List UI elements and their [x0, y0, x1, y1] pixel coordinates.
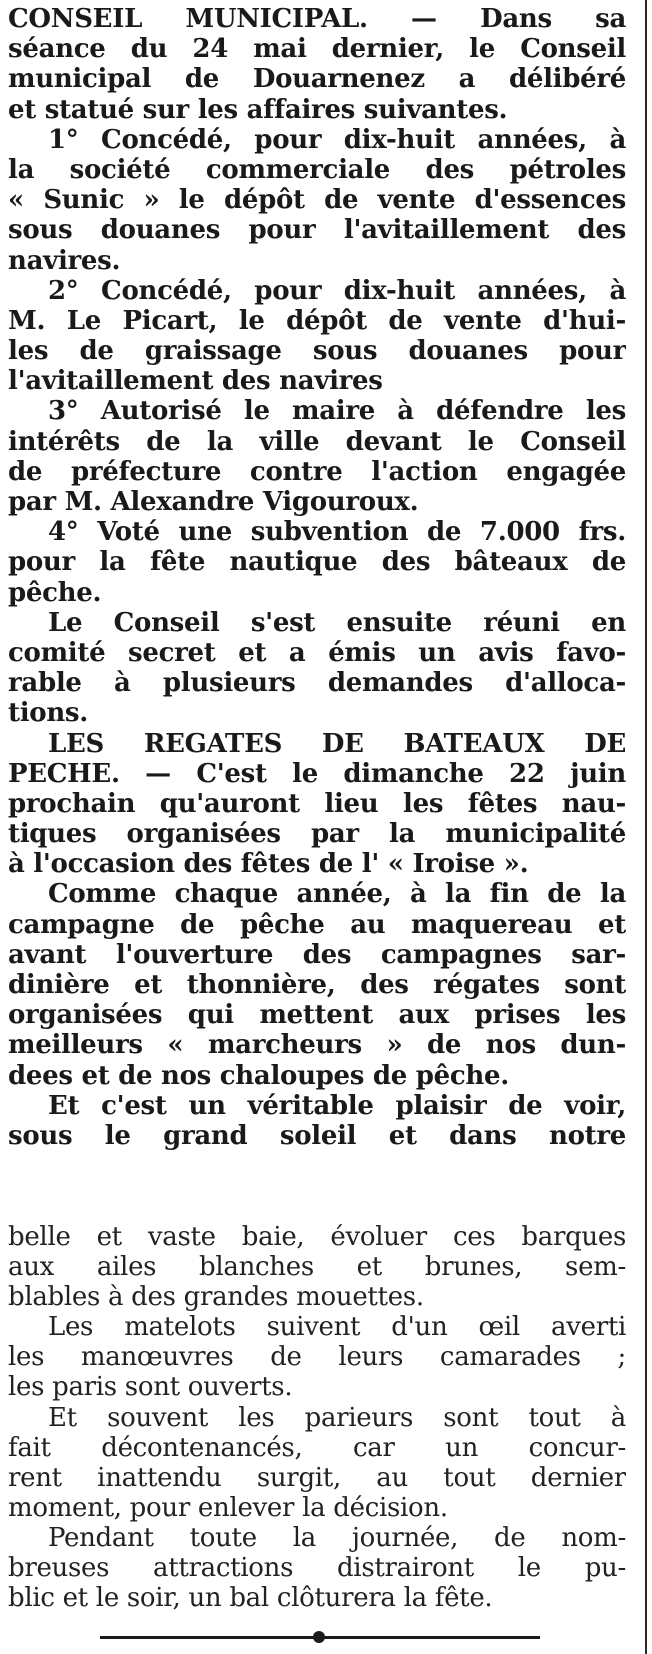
text-line: organisées qui mettent aux prises les: [8, 1000, 626, 1031]
text-line: municipal de Douarnenez a délibéré: [8, 64, 626, 95]
article-bottom-block: [8, 1222, 626, 1613]
text-line: avant l'ouverture des campagnes sar-: [8, 939, 626, 970]
text-line: et statué sur les affaires suivantes.: [8, 94, 508, 125]
text-line: les de graissage sous douanes pour: [8, 336, 626, 367]
text-line: rent inattendu surgit, au tout dernier: [8, 1462, 626, 1493]
text-line: les paris sont ouverts.: [8, 1372, 293, 1403]
text-line: 1° Concédé, pour dix-huit années, à: [48, 124, 626, 155]
text-line: séance du 24 mai dernier, le Conseil: [8, 34, 626, 65]
text-line: blables à des grandes mouettes.: [8, 1282, 424, 1313]
text-line: intérêts de la ville devant le Conseil: [8, 426, 626, 457]
text-line: l'avitaillement des navires: [8, 366, 383, 397]
text-line: 4° Voté une subvention de 7.000 frs.: [48, 517, 626, 548]
text-line: dees et de nos chaloupes de pêche.: [8, 1060, 510, 1091]
text-line: CONSEIL MUNICIPAL. — Dans sa: [8, 4, 626, 34]
text-line: PECHE. — C'est le dimanche 22 juin: [8, 758, 626, 789]
text-line: Pendant toute la journée, de nom-: [48, 1522, 626, 1553]
text-line: Les matelots suivent d'un œil averti: [48, 1312, 626, 1343]
text-line: prochain qu'auront lieu les fêtes nau-: [8, 788, 626, 819]
column-rule: [645, 0, 647, 1654]
text-line: 3° Autorisé le maire à défendre les: [48, 396, 626, 427]
text-line: tiques organisées par la municipalité: [8, 819, 626, 850]
text-line: « Sunic » le dépôt de vente d'essences: [8, 185, 626, 216]
text-line: blic et le soir, un bal clôturera la fête.: [8, 1583, 493, 1614]
separator-ornament-icon: [313, 1631, 325, 1643]
text-line: de préfecture contre l'action engagée: [8, 456, 626, 487]
text-line: navires.: [8, 245, 121, 276]
text-line: Et souvent les parieurs sont tout à: [48, 1402, 626, 1433]
text-line: Comme chaque année, à la fin de la: [48, 879, 626, 910]
text-line: breuses attractions distrairont le pu-: [8, 1553, 626, 1584]
text-line: sous douanes pour l'avitaillement des: [8, 215, 626, 246]
article-top-block: [8, 4, 626, 1151]
text-line: Le Conseil s'est ensuite réuni en: [48, 607, 626, 638]
text-line: les manœuvres de leurs camarades ;: [8, 1342, 626, 1373]
text-line: M. Le Picart, le dépôt de vente d'hui-: [8, 305, 626, 336]
text-line: meilleurs « marcheurs » de nos dun-: [8, 1030, 626, 1061]
text-line: dinière et thonnière, des régates sont: [8, 970, 626, 1000]
text-line: moment, pour enlever la décision.: [8, 1492, 448, 1523]
text-line: aux ailes blanches et brunes, sem-: [8, 1252, 626, 1283]
text-line: par M. Alexandre Vigouroux.: [8, 487, 419, 517]
text-line: comité secret et a émis un avis favo-: [8, 637, 626, 668]
text-line: 2° Concédé, pour dix-huit années, à: [48, 275, 626, 306]
text-line: la société commerciale des pétroles: [8, 154, 626, 185]
text-line: sous le grand soleil et dans notre: [8, 1120, 626, 1151]
text-line: pêche.: [8, 577, 102, 608]
text-line: campagne de pêche au maquereau et: [8, 909, 626, 940]
text-line: pour la fête nautique des bâteaux de: [8, 547, 626, 578]
text-line: tions.: [8, 698, 89, 729]
text-line: rable à plusieurs demandes d'alloca-: [8, 668, 626, 699]
text-line: à l'occasion des fêtes de l' « Iroise ».: [8, 849, 529, 880]
text-line: belle et vaste baie, évoluer ces barques: [8, 1222, 626, 1252]
text-line: LES REGATES DE BATEAUX DE: [48, 728, 626, 759]
text-line: fait décontenancés, car un concur-: [8, 1432, 626, 1463]
text-line: Et c'est un véritable plaisir de voir,: [48, 1090, 626, 1121]
